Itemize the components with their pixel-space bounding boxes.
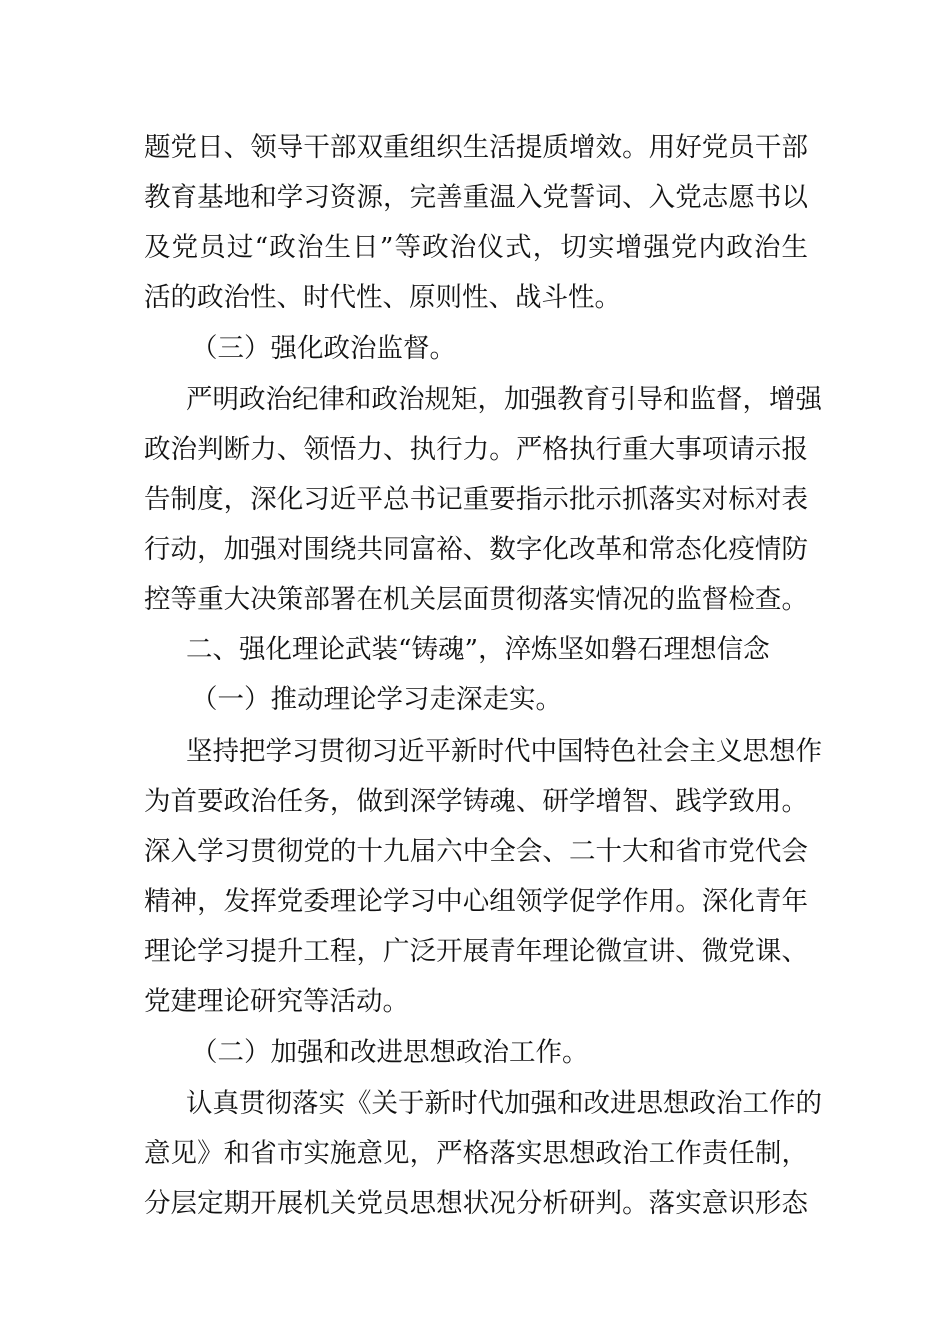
paragraph-line: 行动，加强对围绕共同富裕、数字化改革和常态化疫情防 <box>144 534 808 565</box>
chapter-heading: 二、强化理论武装“铸魂”，淬炼坚如磐石理想信念 <box>186 634 770 665</box>
paragraph-line: 认真贯彻落实《关于新时代加强和改进思想政治工作的 <box>186 1088 822 1119</box>
paragraph-line: 教育基地和学习资源，完善重温入党誓词、入党志愿书以 <box>144 182 808 213</box>
section-heading: （三）强化政治监督。 <box>191 333 456 364</box>
paragraph-line: 告制度，深化习近平总书记重要指示批示抓落实对标对表 <box>144 484 808 515</box>
paragraph-line: 深入学习贯彻党的十九届六中全会、二十大和省市党代会 <box>144 836 808 867</box>
paragraph-line: 坚持把学习贯彻习近平新时代中国特色社会主义思想作 <box>186 736 822 767</box>
paragraph-line: 政治判断力、领悟力、执行力。严格执行重大事项请示报 <box>144 434 808 465</box>
paragraph-line: 控等重大决策部署在机关层面贯彻落实情况的监督检查。 <box>144 584 808 615</box>
paragraph-line: 严明政治纪律和政治规矩，加强教育引导和监督，增强 <box>186 384 822 415</box>
paragraph-line: 活的政治性、时代性、原则性、战斗性。 <box>144 282 621 313</box>
paragraph-line: 理论学习提升工程，广泛开展青年理论微宣讲、微党课、 <box>144 936 808 967</box>
paragraph-line: 题党日、领导干部双重组织生活提质增效。用好党员干部 <box>144 132 808 163</box>
paragraph-line: 党建理论研究等活动。 <box>144 986 409 1017</box>
section-heading: （一）推动理论学习走深走实。 <box>191 684 562 715</box>
section-heading: （二）加强和改进思想政治工作。 <box>191 1037 589 1068</box>
paragraph-line: 精神，发挥党委理论学习中心组领学促学作用。深化青年 <box>144 886 808 917</box>
paragraph-line: 意见》和省市实施意见，严格落实思想政治工作责任制， <box>144 1138 808 1169</box>
paragraph-line: 及党员过“政治生日”等政治仪式，切实增强党内政治生 <box>144 232 808 263</box>
paragraph-line: 为首要政治任务，做到深学铸魂、研学增智、践学致用。 <box>144 786 808 817</box>
paragraph-line: 分层定期开展机关党员思想状况分析研判。落实意识形态 <box>144 1188 808 1219</box>
